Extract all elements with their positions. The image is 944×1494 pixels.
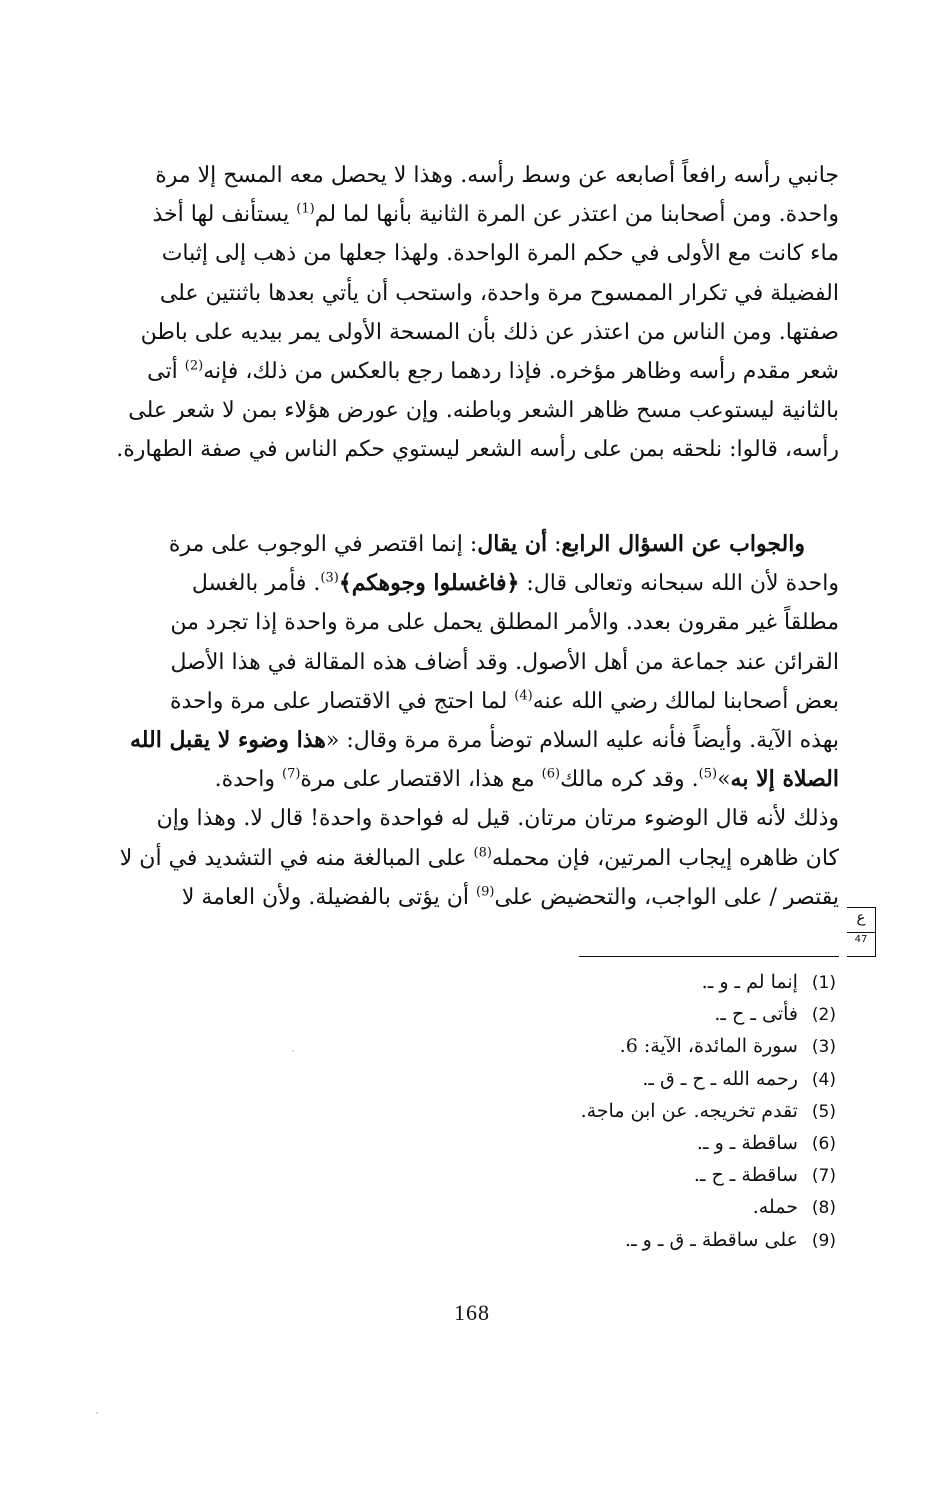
footnote [581,1160,836,1192]
footnote-ref: (7) [281,766,301,782]
footnote [581,1192,836,1224]
footnote-number: (1) [811,973,836,993]
footnote-text: رحمه الله ـ ح ـ ق ـ. [642,1067,798,1090]
footnote-number: (9) [811,1230,836,1251]
footnote-text: على ساقطة ـ ق ـ و ـ. [625,1228,798,1251]
text-line: القرائن عند جماعة من أهل الأصول. وقد أضاف هذه المقالة في هذا الأصل [170,649,839,675]
footnote-text: تقدم تخريجه. عن ابن ماجة. [580,1099,798,1122]
footnote [581,967,836,999]
text-line: بهذه الآية. وأيضاً فأنه عليه السلام توضأ مرة مرة وقال: «هذا وضوء لا يقبل الله [129,727,839,754]
footnote-number: (6) [811,1134,836,1155]
footnote [581,1096,836,1128]
footnote-number: (2) [811,1005,836,1026]
text-line: واحدة لأن الله سبحانه وتعالى قال: ﴿فاغسلوا وجوهكم﴾$^{(3)}$. فأمر بالغسل [191,570,839,597]
manuscript-folio-marker [847,907,876,957]
footnote [581,1225,836,1257]
footnote [581,999,836,1031]
text-line: يقتصر / على الواجب، والتحضيض على$^{(9)}$ أن يؤتى بالفضيلة. ولأن العامة لا [181,884,839,910]
text-line: رأسه، قالوا: نلحقه بمن على رأسه الشعر ليستوي حكم الناس في صفة الطهارة. [116,437,839,463]
text-line: بعض أصحابنا لمالك رضي الله عنه$^{(4)}$ لما احتج في الاقتصار على مرة واحدة [169,688,839,714]
footnote-text: سورة المائدة، الآية: 6. [619,1035,798,1058]
text-line: جانبي رأسه رافعاً أصابعه عن وسط رأسه. وهذا لا يحصل معه المسح إلا مرة [155,163,839,188]
text-line: الفضيلة في تكرار الممسوح مرة واحدة، واستحب أن يأتي بعدها باثنتين على [159,280,839,306]
footnote-separator [579,956,839,957]
footnote-ref: (5) [698,766,718,782]
paper-speck [292,1050,294,1052]
footnote-text: فأتى ـ ح ـ. [714,1003,798,1026]
footnote-ref: (6) [541,766,561,782]
footnote-ref: (1) [296,201,315,217]
footnote-ref: (4) [514,688,533,704]
text-line: وذلك لأنه قال الوضوء مرتان مرتان. قيل له فواحدة واحدة! قال لا. وهذا وإن [156,806,839,832]
text-line: شعر مقدم رأسه وظاهر مؤخره. فإذا ردهما رجع بالعكس من ذلك، فإنه$^{(2)}$ أتى [147,358,839,385]
text-line: بالثانية ليستوعب مسح ظاهر الشعر وباطنه. وإن عورض هؤلاء بمن لا شعر على [128,398,839,424]
footnote-ref: (8) [473,845,492,861]
footnote-number: (7) [811,1166,836,1187]
page-number: 168 [454,1300,490,1325]
text-line: والجواب عن السؤال الرابع: أن يقال: إنما اقتصر في الوجوب على مرة [168,531,805,557]
text-line: ماء كانت مع الأولى في حكم المرة الواحدة. ولهذا جعلها من ذهب إلى إثبات [161,241,839,267]
text-line: الصلاة إلا به»$^{(5)}$. وقد كره مالك$^{(6)}$ مع هذا، الاقتصار على مرة$^{(7)}$ واحدة. [214,766,839,793]
paragraph-2 [104,525,839,917]
footnote-ref: (3) [320,570,339,586]
footnote-text: ساقطة ـ ح ـ. [693,1164,798,1187]
folio-number: 47 [847,932,875,947]
footnote [581,1128,836,1160]
text-line: صفتها. ومن الناس من اعتذر عن ذلك بأن المسحة الأولى يمر بيديه على باطن [140,319,839,345]
footnote-ref: (2) [184,358,204,374]
footnote-text: حمله. [752,1196,798,1219]
footnote [581,1031,836,1063]
manuscript-letter: ع [856,908,866,926]
paragraph-1 [104,156,839,470]
text-line: مطلقاً غير مقرون بعدد. والأمر المطلق يحمل على مرة واحدة إذا تجرد من [170,610,839,636]
text-line: كان ظاهره إيجاب المرتين، فإن محمله$^{(8)}$ على المبالغة منه في التشديد في أن لا [119,845,839,871]
footnote-number: (4) [811,1069,836,1090]
text-line: واحدة. ومن أصحابنا من اعتذر عن المرة الثانية بأنها لما لم$^{(1)}$ يستأنف لها أخذ [152,201,839,228]
footnote-number: (5) [811,1101,836,1122]
footnote-number: (8) [811,1198,836,1219]
footnote-ref: (9) [476,884,495,900]
footnotes [581,967,836,1257]
footnote [581,1064,836,1096]
footnote-number: (3) [811,1037,836,1058]
footnote-text: إنما لم ـ و ـ. [701,971,798,993]
paper-speck [96,1412,98,1414]
footnote-text: ساقطة ـ و ـ. [696,1132,798,1155]
